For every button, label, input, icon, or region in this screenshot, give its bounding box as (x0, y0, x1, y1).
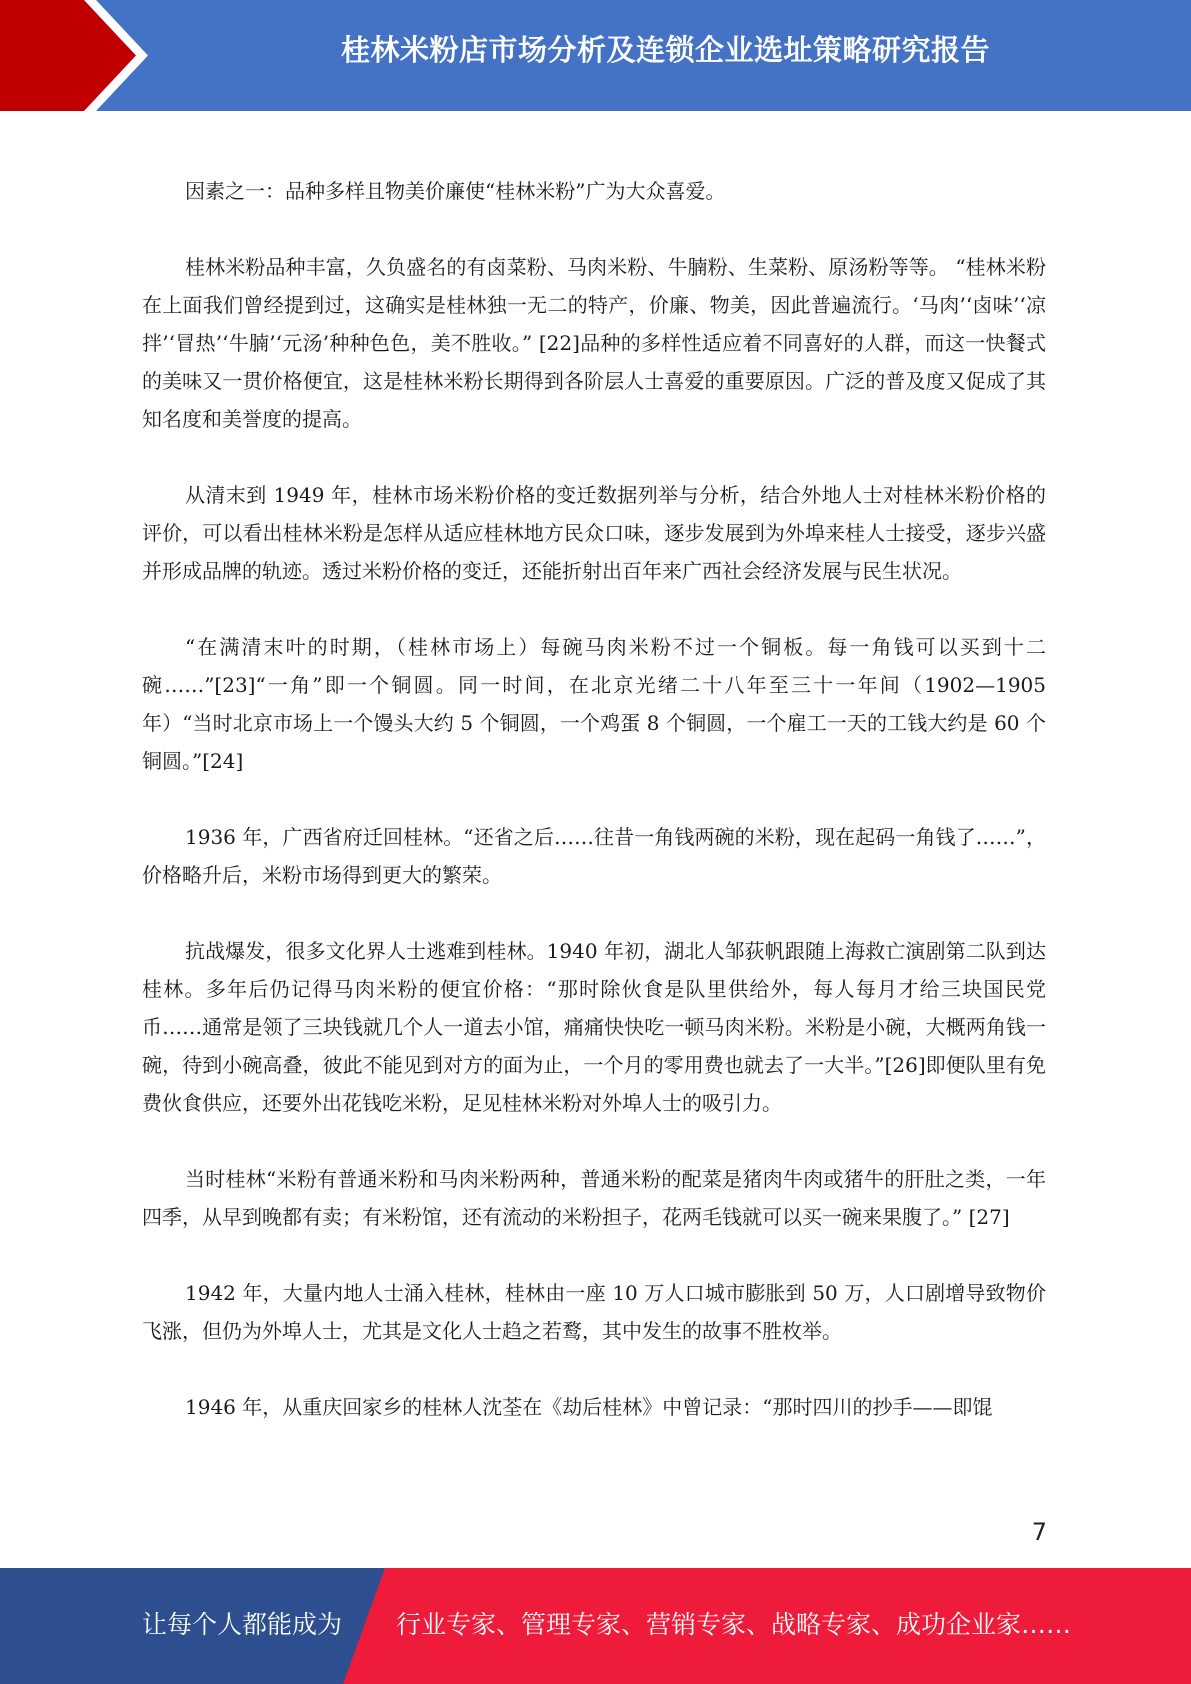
paragraph: 抗战爆发，很多文化界人士逃难到桂林。1940 年初，湖北人邹荻帆跟随上海救亡演剧第二队到达桂林。多年后仍记得马肉米粉的便宜价格：“那时除伙食是队里供给外，每人每月才给三块国民党币……通常是领了三块钱就几个人一道去小馆，痛痛快快吃一顿马肉米粉。米粉是小碗，大概两角钱一碗，待到小碗高叠，彼此不能见到对方的面为止，一个月的零用费也就去了一大半。”[26]即便队里有免费伙食供应，还要外出花钱吃米粉，足见桂林米粉对外埠人士的吸引力。 (142, 939, 1046, 1115)
paragraph: 因素之一：品种多样且物美价廉使“桂林米粉”广为大众喜爱。 (185, 179, 726, 203)
page-footer (0, 1568, 1191, 1684)
paragraph: 1946 年，从重庆回家乡的桂林人沈荃在《劫后桂林》中曾记录：“那时四川的抄手——即馄 (185, 1395, 993, 1419)
header-arrow-decoration (0, 0, 160, 111)
document-body (142, 172, 1046, 1464)
paragraph: 从清末到 1949 年，桂林市场米粉价格的变迁数据列举与分析，结合外地人士对桂林米粉价格的评价，可以看出桂林米粉是怎样从适应桂林地方民众口味，逐步发展到为外埠来桂人士接受，逐步兴盛并形成品牌的轨迹。透过米粉价格的变迁，还能折射出百年来广西社会经济发展与民生状况。 (142, 483, 1046, 583)
report-title: 桂林米粉店市场分析及连锁企业选址策略研究报告 (340, 33, 990, 67)
footer-slogan-right: 行业专家、管理专家、营销专家、战略专家、成功企业家…… (396, 1610, 1072, 1639)
footer-slogan-left: 让每个人都能成为 (142, 1610, 343, 1639)
paragraph: 1942 年，大量内地人士涌入桂林，桂林由一座 10 万人口城市膨胀到 50 万，人口剧增导致物价飞涨，但仍为外埠人士，尤其是文化人士趋之若鹜，其中发生的故事不胜枚举。 (142, 1281, 1046, 1343)
paragraph: “在满清末叶的时期，（桂林市场上）每碗马肉米粉不过一个铜板。每一角钱可以买到十二碗……”[23]“一角”即一个铜圆。同一时间，在北京光绪二十八年至三十一年间（1902—1905 年）“当时北京市场上一个馒头大约 5 个铜圆，一个鸡蛋 8 个铜圆，一个雇工一天的工钱大约是 60 个铜圆。”[24] (142, 635, 1046, 773)
paragraph: 1936 年，广西省府迁回桂林。“还省之后……往昔一角钱两碗的米粉，现在起码一角钱了……”，价格略升后，米粉市场得到更大的繁荣。 (142, 825, 1046, 887)
paragraph: 当时桂林“米粉有普通米粉和马肉米粉两种，普通米粉的配菜是猪肉牛肉或猪牛的肝肚之类，一年四季，从早到晚都有卖；有米粉馆，还有流动的米粉担子，花两毛钱就可以买一碗来果腹了。” [27] (142, 1167, 1046, 1229)
page-header (0, 0, 1191, 111)
page-number: 7 (1031, 1518, 1047, 1546)
paragraph: 桂林米粉品种丰富，久负盛名的有卤菜粉、马肉米粉、牛腩粉、生菜粉、原汤粉等等。 “桂林米粉在上面我们曾经提到过，这确实是桂林独一无二的特产，价廉、物美，因此普遍流行。‘马肉’‘卤味’‘凉拌’‘冒热’‘牛腩’‘元汤’种种色色，美不胜收。” [22]品种的多样性适应着不同喜好的人群，而这一快餐式的美味又一贯价格便宜，这是桂林米粉长期得到各阶层人士喜爱的重要原因。广泛的普及度又促成了其知名度和美誉度的提高。 (142, 255, 1046, 431)
